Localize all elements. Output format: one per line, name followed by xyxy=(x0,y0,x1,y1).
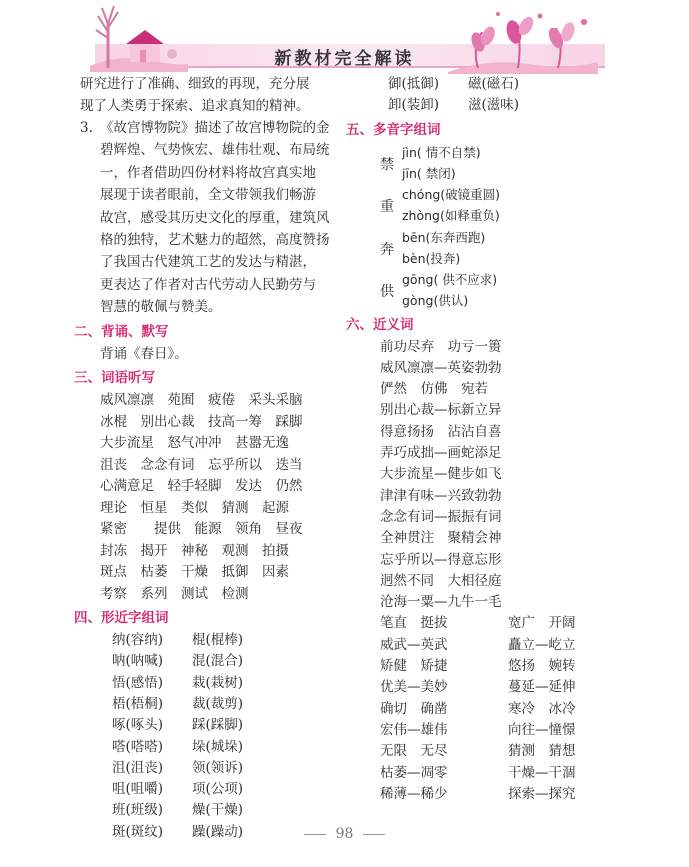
pair-left: 御(抵御) xyxy=(388,76,440,92)
section-heading-dictation: 三、词语听写 xyxy=(74,370,155,387)
text-line: 故宫，感受其历史文化的厚重，建筑风 xyxy=(100,209,330,226)
pair-left: 梧(梧桐) xyxy=(112,695,164,712)
word-row: 心满意足 轻手轻脚 发达 仍然 xyxy=(100,478,303,495)
synonym-right: 蔓延—延伸 xyxy=(508,679,576,696)
page-number: 98 xyxy=(335,826,354,842)
word-row: 考察 系列 测试 检测 xyxy=(100,585,249,602)
polyphone-char: 重 xyxy=(380,199,394,216)
section-heading-synonyms: 六、近义词 xyxy=(346,316,414,333)
synonym-row: 大步流星—健步如飞 xyxy=(380,466,502,483)
text-line: 碧辉煌、气势恢宏、雄伟壮观、布局统 xyxy=(100,142,330,159)
synonym-right: 寒冷 冰冷 xyxy=(508,700,576,717)
synonym-pair-row xyxy=(352,784,622,805)
pair-left: 斑(斑纹) xyxy=(112,823,164,840)
synonym-left: 笔直 挺拔 xyxy=(380,615,448,632)
text-line: 更表达了作者对古代劳动人民勤劳与 xyxy=(100,276,316,293)
word-row: 理论 恒星 类似 猜测 起源 xyxy=(100,499,289,516)
pair-right: 栽(栽树) xyxy=(192,674,244,691)
synonym-right: 探索—探究 xyxy=(508,785,576,802)
polyphone-char: 禁 xyxy=(380,156,394,173)
left-column xyxy=(74,74,342,843)
pair-left: 啄(啄头) xyxy=(112,717,164,734)
synonym-left: 优美—美妙 xyxy=(380,679,448,696)
similar-char-list-continued xyxy=(352,74,622,117)
pair-right: 领(领诉) xyxy=(192,759,244,776)
synonym-row: 全神贯注 聚精会神 xyxy=(380,530,502,547)
polyphone-reading: jìn( 情不自禁) xyxy=(402,144,481,160)
list-item xyxy=(112,737,342,758)
pair-right: 磁(磁石) xyxy=(468,76,520,92)
list-item xyxy=(388,74,622,95)
synonym-right: 向往—憧憬 xyxy=(508,721,576,738)
word-row: 大步流星 怒气冲冲 甚嚣无逸 xyxy=(100,435,289,452)
similar-char-list xyxy=(80,630,342,843)
word-row: 冰棍 别出心裁 技高一筹 踩脚 xyxy=(100,413,303,430)
text-line: 展现于读者眼前，全文带领我们畅游 xyxy=(100,187,316,204)
word-row: 斑点 枯萎 干燥 抵御 因素 xyxy=(100,564,289,581)
pair-left: 呐(呐喊) xyxy=(112,653,164,670)
synonym-pair-row xyxy=(352,656,622,677)
pair-right: 混(混合) xyxy=(192,653,244,670)
synonym-right: 干燥—干涸 xyxy=(508,764,576,781)
word-row: 沮丧 念念有词 忘乎所以 迭当 xyxy=(100,456,303,473)
pair-right: 踩(踩脚) xyxy=(192,717,244,734)
pair-right: 裁(裁剪) xyxy=(192,695,244,712)
footer-dash xyxy=(363,834,385,835)
pair-right: 躁(躁动) xyxy=(192,823,244,840)
synonym-row: 得意扬扬 沾沾自喜 xyxy=(380,423,502,440)
polyphone-char: 供 xyxy=(380,284,394,301)
word-row: 威风凛凛 苑囿 疲倦 采头采脑 xyxy=(100,392,303,409)
list-item xyxy=(388,95,622,116)
synonym-row: 威风凛凛—英姿勃勃 xyxy=(380,359,502,376)
word-row: 封冻 揭开 神秘 观测 拍摄 xyxy=(100,542,289,559)
footer-dash xyxy=(304,834,326,835)
synonym-left: 宏伟—雄伟 xyxy=(380,721,448,738)
polyphone-char: 奔 xyxy=(380,241,394,258)
synonym-row: 迥然不同 大相径庭 xyxy=(380,572,502,589)
synonym-left: 稀薄—稀少 xyxy=(380,785,448,802)
polyphone-entry xyxy=(352,142,622,185)
synonym-pair-row xyxy=(352,720,622,741)
list-item xyxy=(112,758,342,779)
list-item xyxy=(112,673,342,694)
pair-left: 班(班级) xyxy=(112,802,164,819)
list-item xyxy=(112,779,342,800)
polyphone-reading: gòng(供认) xyxy=(402,293,469,309)
synonym-row: 津津有味—兴致勃勃 xyxy=(380,487,502,504)
polyphone-entry xyxy=(352,227,622,270)
synonym-left: 矫健 矫捷 xyxy=(380,658,448,675)
text-line: 智慧的敬佩与赞美。 xyxy=(100,299,222,316)
synonym-pair-row xyxy=(352,763,622,784)
pair-right: 垛(城垛) xyxy=(192,738,244,755)
synonym-row: 俨然 仿佛 宛若 xyxy=(380,381,488,398)
synonym-pair-row xyxy=(352,613,622,634)
synonym-pair-row xyxy=(352,635,622,656)
section-heading-recite: 二、背诵、默写 xyxy=(74,323,169,340)
section-heading-polyphones: 五、多音字组词 xyxy=(346,121,441,138)
pair-left: 纳(容纳) xyxy=(112,632,164,649)
pair-left: 悟(感悟) xyxy=(112,674,164,691)
pair-left: 咀(咀嚼) xyxy=(112,781,164,798)
synonym-row: 沧海一粟—九牛一毛 xyxy=(380,594,502,611)
synonym-row: 忘乎所以—得意忘形 xyxy=(380,551,502,568)
intro-paragraph xyxy=(80,74,342,117)
polyphone-entry xyxy=(352,184,622,227)
list-item xyxy=(112,694,342,715)
item-number: 3. xyxy=(80,120,93,136)
pair-right: 项(公项) xyxy=(192,781,244,798)
synonym-left: 无限 无尽 xyxy=(380,743,448,760)
polyphone-reading: bēn(东奔西跑) xyxy=(402,229,486,245)
list-item xyxy=(112,651,342,672)
list-item xyxy=(112,800,342,821)
synonym-pair-row xyxy=(352,677,622,698)
polyphone-reading: zhòng(如释重负) xyxy=(402,208,500,224)
synonym-left: 威武—英武 xyxy=(380,636,448,653)
synonym-left: 枯萎—凋零 xyxy=(380,764,448,781)
pair-left: 嗒(嗒嗒) xyxy=(112,738,164,755)
polyphone-entry xyxy=(352,269,622,312)
synonym-right: 宽广 开阔 xyxy=(508,615,576,632)
pair-right: 滋(滋味) xyxy=(468,97,520,114)
text-line: 研究进行了准确、细致的再现，充分展 xyxy=(80,76,310,92)
synonym-row: 弄巧成拙—画蛇添足 xyxy=(380,445,502,462)
synonym-row: 念念有词—振振有词 xyxy=(380,508,502,525)
pair-left: 卸(装卸) xyxy=(388,97,440,114)
right-column xyxy=(346,74,622,805)
synonym-row: 别出心裁—标新立异 xyxy=(380,402,502,419)
synonym-pair-row xyxy=(352,741,622,762)
synonym-row: 前功尽弃 功亏一篑 xyxy=(380,338,502,355)
text-line: 一，作者借助四份材料将故宫真实地 xyxy=(100,164,316,181)
pair-right: 燥(干燥) xyxy=(192,802,244,819)
synonym-right: 猜测 猜想 xyxy=(508,743,576,760)
polyphone-reading: jīn( 禁闭) xyxy=(402,165,456,181)
synonym-pair-row xyxy=(352,699,622,720)
pair-right: 棍(棍棒) xyxy=(192,632,244,649)
list-item xyxy=(112,715,342,736)
text-line: 《故宫博物院》描述了故宫博物院的金 xyxy=(100,120,330,136)
list-item xyxy=(112,630,342,651)
polyphone-reading: bèn(投奔) xyxy=(402,250,461,266)
header-title: 新教材完全解读 xyxy=(274,49,415,69)
text-line: 格的独特，艺术魅力的超然，高度赞扬 xyxy=(100,231,330,248)
synonym-left: 确切 确凿 xyxy=(380,700,448,717)
word-row: 紧密 提供 能源 领角 昼夜 xyxy=(100,521,303,538)
synonym-right: 悠扬 婉转 xyxy=(508,658,576,675)
text-line: 了我国古代建筑工艺的发达与精湛， xyxy=(100,254,316,271)
recite-text: 背诵《春日》。 xyxy=(100,345,188,362)
page-footer xyxy=(0,826,689,842)
synonym-right: 矗立—屹立 xyxy=(508,636,576,653)
section-heading-similar-chars: 四、形近字组词 xyxy=(74,610,169,627)
polyphone-reading: gōng( 供不应求) xyxy=(402,272,498,288)
polyphone-reading: chóng(破镜重圆) xyxy=(402,187,501,203)
text-line: 现了人类勇于探索、追求真知的精神。 xyxy=(80,97,310,114)
pair-left: 沮(沮丧) xyxy=(112,759,164,776)
page-header xyxy=(0,0,689,72)
item-3 xyxy=(80,117,342,319)
